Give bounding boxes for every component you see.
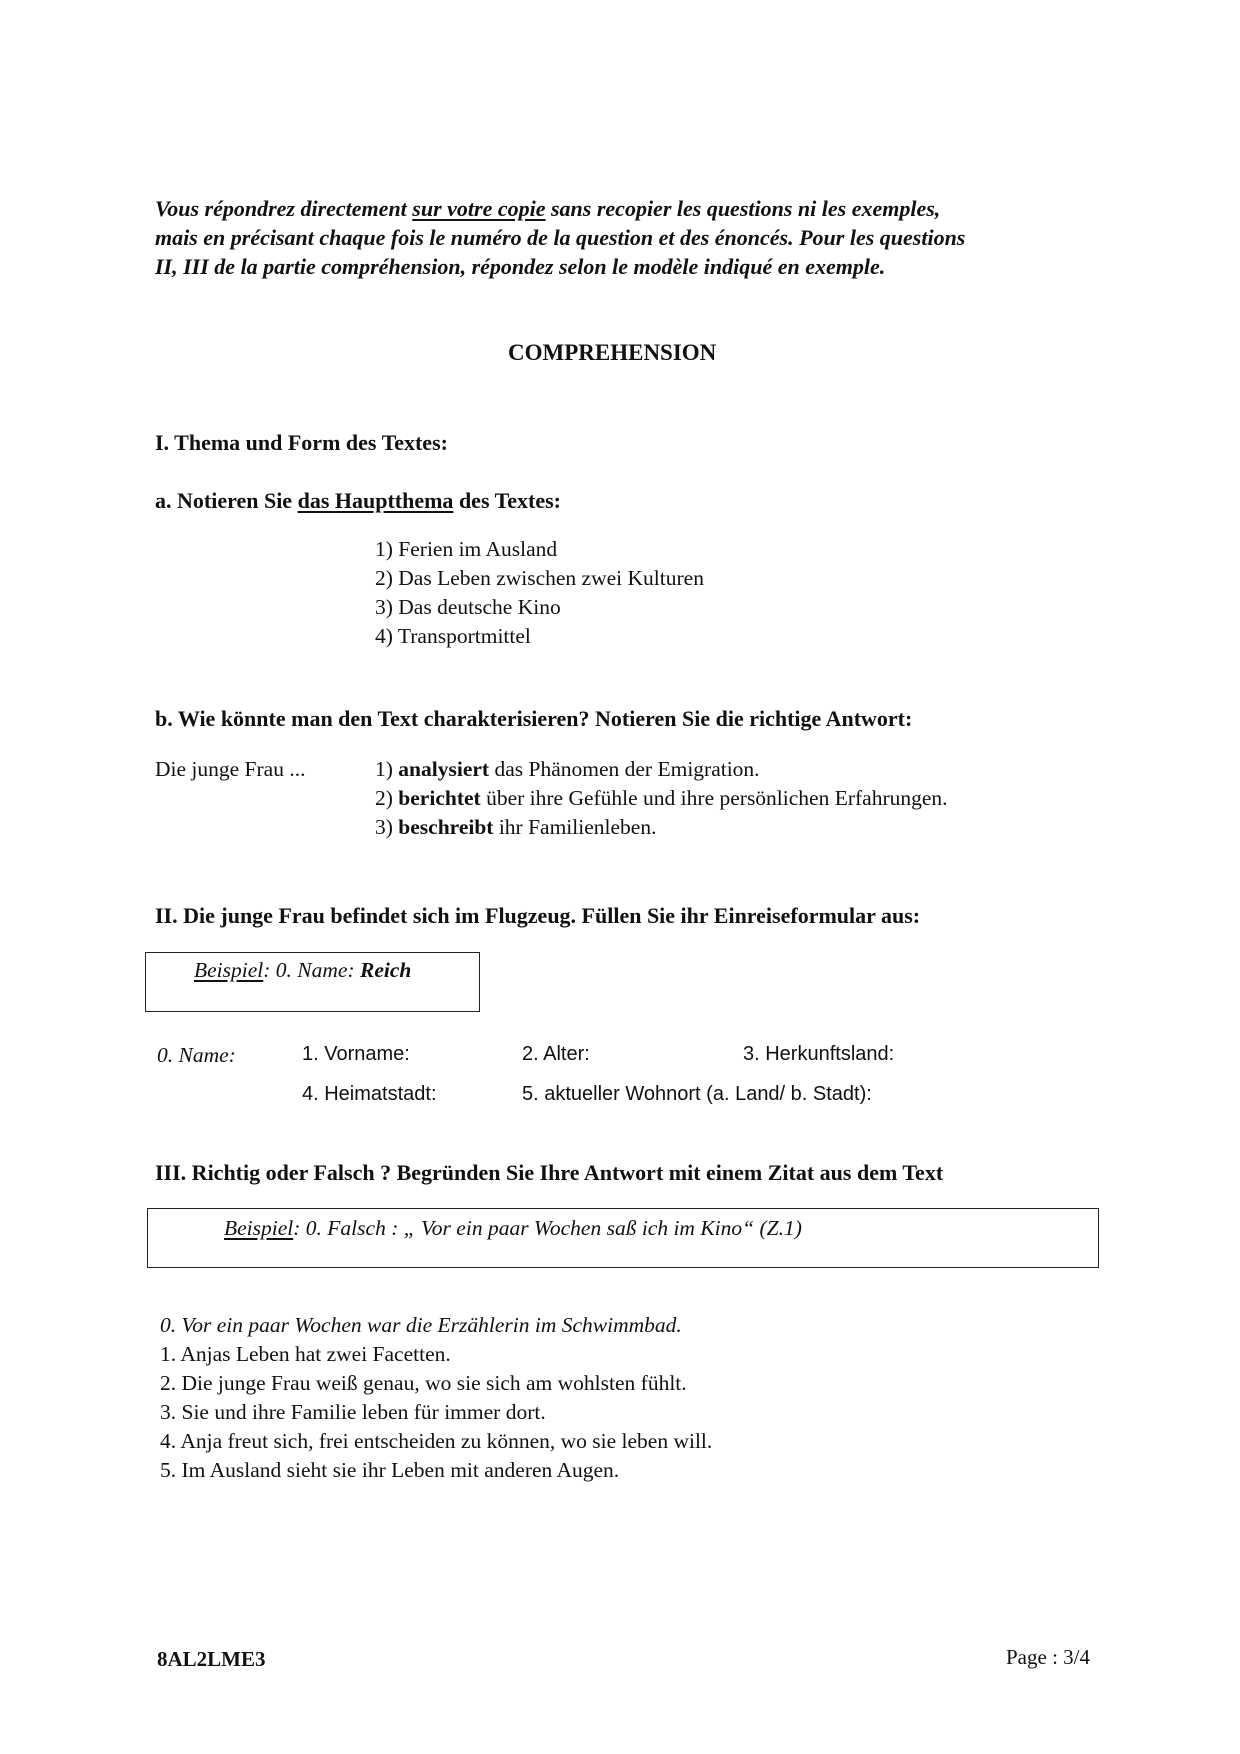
part1-b-option-1: 1) analysiert das Phänomen der Emigration. [375, 757, 760, 781]
field-name: 0. Name: [157, 1043, 236, 1067]
part1-a-option-1: 1) Ferien im Ausland [375, 537, 558, 561]
part1-b-stem: Die junge Frau ... [155, 757, 306, 781]
instructions-line-3: II, III de la partie compréhension, répondez selon le modèle indiqué en exemple. [155, 254, 886, 279]
part2-heading: II. Die junge Frau befindet sich im Flugzeug. Füllen Sie ihr Einreiseformular aus: [155, 903, 921, 928]
part1-a-underlined: das Hauptthema [297, 488, 454, 513]
field-heimatstadt: 4. Heimatstadt: [302, 1083, 437, 1105]
section-title: COMPREHENSION [508, 340, 717, 365]
footer-page-number: Page : 3/4 [1006, 1645, 1090, 1669]
field-herkunftsland: 3. Herkunftsland: [743, 1043, 895, 1065]
footer-code: 8AL2LME3 [157, 1647, 266, 1671]
part3-heading: III. Richtig oder Falsch ? Begründen Sie Ihre Antwort mit einem Zitat aus dem Text [155, 1160, 944, 1185]
field-wohnort: 5. aktueller Wohnort (a. Land/ b. Stadt): [522, 1083, 872, 1105]
instructions-line-2: mais en précisant chaque fois le numéro de la question et des énoncés. Pour les questions [155, 225, 966, 250]
part1-a-option-4: 4) Transportmittel [375, 624, 531, 648]
part1-heading: I. Thema und Form des Textes: [155, 430, 448, 455]
part1-b-heading: b. Wie könnte man den Text charakterisieren? Notieren Sie die richtige Antwort: [155, 706, 913, 731]
field-alter: 2. Alter: [522, 1043, 590, 1065]
statement-0: 0. Vor ein paar Wochen war die Erzählerin im Schwimmbad. [160, 1313, 682, 1337]
part1-b-option-3: 3) beschreibt ihr Familienleben. [375, 815, 657, 839]
part1-a-heading: a. Notieren Sie das Hauptthema des Textes: [155, 488, 561, 513]
statement-2: 2. Die junge Frau weiß genau, wo sie sich am wohlsten fühlt. [160, 1371, 687, 1395]
statement-3: 3. Sie und ihre Familie leben für immer dort. [160, 1400, 546, 1424]
part1-a-option-3: 3) Das deutsche Kino [375, 595, 561, 619]
statement-4: 4. Anja freut sich, frei entscheiden zu können, wo sie leben will. [160, 1429, 713, 1453]
instructions-line-1: Vous répondrez directement sur votre copie sans recopier les questions ni les exemples, [155, 196, 941, 221]
part1-b-option-2: 2) berichtet über ihre Gefühle und ihre persönlichen Erfahrungen. [375, 786, 948, 810]
part2-example: Beispiel: 0. Name: Reich [194, 958, 412, 982]
instructions [155, 194, 1105, 281]
instructions-underlined: sur votre copie [412, 196, 546, 221]
part1-a-option-2: 2) Das Leben zwischen zwei Kulturen [375, 566, 704, 590]
field-vorname: 1. Vorname: [302, 1043, 410, 1065]
statement-5: 5. Im Ausland sieht sie ihr Leben mit anderen Augen. [160, 1458, 620, 1482]
statement-1: 1. Anjas Leben hat zwei Facetten. [160, 1342, 451, 1366]
part3-example: Beispiel: 0. Falsch : „ Vor ein paar Wochen saß ich im Kino“ (Z.1) [224, 1216, 802, 1240]
